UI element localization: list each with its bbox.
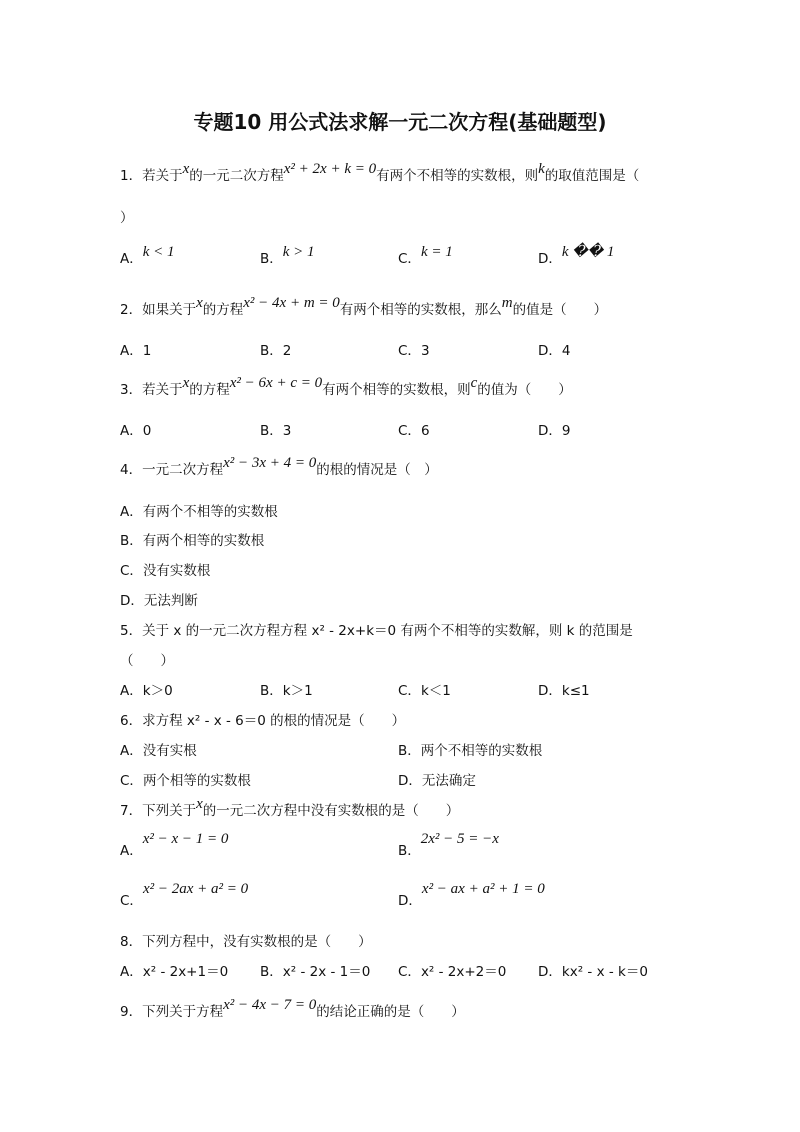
q1-option-b[interactable] [260, 244, 315, 268]
q7-text-1: 下列关于 [142, 803, 197, 819]
option-text: 1 [142, 343, 152, 359]
q4-option-a[interactable] [120, 500, 278, 520]
option-text: k＞0 [142, 683, 173, 699]
option-label: D． [398, 773, 422, 789]
q7-number: 7． [120, 803, 143, 819]
q9-equation: x² − 4x − 7 = 0 [223, 997, 317, 1013]
q3-var-x: x [182, 375, 190, 391]
option-label: B． [260, 423, 283, 439]
q2-option-c[interactable] [398, 339, 430, 359]
option-text: 2x² − 5 = −x [420, 831, 499, 847]
option-label: A． [120, 343, 143, 359]
option-label: A． [120, 743, 143, 759]
option-text: 3 [420, 343, 430, 359]
q3-text-1: 若关于 [142, 382, 183, 398]
q1-option-c[interactable] [398, 244, 453, 268]
q2-equation: x² − 4x + m = 0 [243, 295, 340, 311]
q8-option-d[interactable] [538, 960, 648, 980]
option-label: A． [120, 683, 143, 699]
option-text: 0 [142, 423, 152, 439]
q5-option-c[interactable] [398, 679, 451, 699]
option-text: k≤1 [561, 683, 590, 699]
q5-option-d[interactable] [538, 679, 590, 699]
option-text: 有两个不相等的实数根 [142, 504, 278, 520]
option-text: kx² - x - k＝0 [561, 964, 648, 980]
option-text: 两个不相等的实数根 [420, 743, 543, 759]
option-label: D． [538, 964, 562, 980]
option-text: k＞1 [282, 683, 313, 699]
option-text: 3 [282, 423, 292, 439]
option-text: x² − x − 1 = 0 [142, 831, 229, 847]
option-label: A． [120, 251, 143, 267]
q6-option-b[interactable] [398, 739, 542, 759]
option-text: x² - 2x - 1＝0 [282, 964, 371, 980]
q4-equation: x² − 3x + 4 = 0 [223, 455, 317, 471]
q4-option-d[interactable] [120, 589, 198, 609]
option-text: k < 1 [142, 244, 175, 260]
q9-text-1: 下列关于方程 [142, 1004, 224, 1020]
q1-paren-close: ） [120, 210, 134, 226]
option-text: k＜1 [420, 683, 451, 699]
q2-option-b[interactable] [260, 339, 291, 359]
q4-text-2: 的根的情况是（ ） [316, 462, 438, 478]
q5-option-b[interactable] [260, 679, 313, 699]
option-label: A． [120, 504, 143, 520]
q1-number: 1． [120, 168, 143, 184]
q5-paren: （ ） [120, 653, 174, 669]
question-1 [120, 161, 640, 185]
q8-option-c[interactable] [398, 960, 506, 980]
q7-option-d[interactable] [398, 881, 545, 910]
option-text: 4 [561, 343, 571, 359]
option-label: D． [538, 423, 562, 439]
q3-number: 3． [120, 382, 143, 398]
option-label: B． [260, 343, 283, 359]
q1-text-1: 若关于 [142, 168, 183, 184]
question-8: 8．下列方程中，没有实数根的是（ ） [120, 934, 372, 950]
q6-option-a[interactable] [120, 739, 197, 759]
question-9 [120, 997, 465, 1021]
option-label: C． [398, 251, 421, 267]
q8-option-a[interactable] [120, 960, 228, 980]
q1-option-d[interactable] [538, 244, 615, 268]
q3-option-c[interactable] [398, 419, 430, 439]
question-5: 5．关于 x 的一元二次方程方程 x² - 2x+k＝0 有两个不相等的实数解，则 k 的范围是 [120, 623, 633, 639]
option-text: k > 1 [282, 244, 315, 260]
question-3 [120, 375, 572, 399]
option-label: A． [120, 423, 143, 439]
option-text: 2 [282, 343, 292, 359]
q3-text-2: 的方程 [189, 382, 230, 398]
question-4 [120, 455, 438, 479]
q7-text-2: 的一元二次方程中没有实数根的是（ ） [202, 803, 460, 819]
option-label: B． [398, 843, 421, 859]
option-label: C． [398, 343, 421, 359]
q4-option-b[interactable] [120, 529, 264, 549]
q2-option-d[interactable] [538, 339, 571, 359]
question-7 [120, 796, 460, 820]
option-label: C． [120, 773, 143, 789]
option-text: 两个相等的实数根 [142, 773, 251, 789]
option-label: D． [120, 593, 144, 609]
q3-text-4: 的值为（ ） [477, 382, 572, 398]
option-text: 9 [561, 423, 571, 439]
q3-option-d[interactable] [538, 419, 571, 439]
q2-number: 2． [120, 302, 143, 318]
option-text: 有两个相等的实数根 [142, 533, 265, 549]
option-text: x² − ax + a² + 1 = 0 [421, 881, 545, 897]
q2-var-x: x [196, 295, 203, 311]
q1-text-2: 的一元二次方程 [189, 168, 284, 184]
q1-var-k: k [538, 161, 545, 177]
page-title: 专题10 用公式法求解一元二次方程(基础题型) [193, 110, 607, 134]
q5-option-a[interactable] [120, 679, 173, 699]
option-label: C． [120, 563, 143, 579]
option-label: B． [398, 743, 421, 759]
option-text: x² - 2x+1＝0 [142, 964, 229, 980]
option-label: B． [120, 533, 143, 549]
q1-text-4: 的取值范围是（ [544, 168, 640, 184]
q3-option-b[interactable] [260, 419, 291, 439]
q3-var-c: c [470, 375, 478, 391]
q1-equation: x² + 2x + k = 0 [283, 161, 377, 177]
q1-text-3: 有两个不相等的实数根，则 [376, 168, 539, 184]
option-label: D． [538, 251, 562, 267]
option-label: A． [120, 964, 143, 980]
q3-equation: x² − 6x + c = 0 [229, 375, 323, 391]
option-label: C． [398, 423, 421, 439]
option-text: 没有实数根 [142, 563, 211, 579]
q4-number: 4． [120, 462, 143, 478]
q7-option-b[interactable] [398, 831, 499, 860]
option-text: 无法确定 [421, 773, 476, 789]
option-text: 没有实根 [142, 743, 197, 759]
q6-option-d[interactable] [398, 769, 476, 789]
option-label: C． [120, 893, 143, 909]
q3-text-3: 有两个相等的实数根，则 [322, 382, 471, 398]
option-label: C． [398, 683, 421, 699]
q2-option-a[interactable] [120, 339, 151, 359]
q4-option-c[interactable] [120, 559, 210, 579]
option-text: x² − 2ax + a² = 0 [142, 881, 249, 897]
q8-option-b[interactable] [260, 960, 370, 980]
q2-text-2: 的方程 [202, 302, 244, 318]
q7-option-c[interactable] [120, 881, 249, 910]
option-text: x² - 2x+2＝0 [420, 964, 507, 980]
option-label: B． [260, 964, 283, 980]
q9-text-2: 的结论正确的是（ ） [316, 1004, 465, 1020]
option-label: C． [398, 964, 421, 980]
option-text: 无法判断 [143, 593, 198, 609]
q7-option-a[interactable] [120, 831, 229, 860]
q2-text-1: 如果关于 [142, 302, 197, 318]
q6-option-c[interactable] [120, 769, 251, 789]
option-text: 6 [420, 423, 430, 439]
question-2 [120, 295, 608, 319]
question-6: 6．求方程 x² - x - 6＝0 的根的情况是（ ） [120, 713, 406, 729]
q3-option-a[interactable] [120, 419, 151, 439]
option-label: B． [260, 683, 283, 699]
option-text: k �� 1 [561, 244, 615, 260]
q7-var-x: x [196, 796, 203, 812]
option-label: D． [538, 343, 562, 359]
q2-text-3: 有两个相等的实数根，那么 [339, 302, 502, 318]
option-label: B． [260, 251, 283, 267]
option-label: D． [398, 893, 422, 909]
q4-text-1: 一元二次方程 [142, 462, 224, 478]
q1-option-a[interactable] [120, 244, 175, 268]
q1-var-x: x [182, 161, 190, 177]
q2-text-4: 的值是（ ） [512, 302, 608, 318]
option-label: A． [120, 843, 143, 859]
option-label: D． [538, 683, 562, 699]
q2-var-m: m [501, 295, 513, 311]
option-text: k = 1 [420, 244, 453, 260]
q9-number: 9． [120, 1004, 143, 1020]
